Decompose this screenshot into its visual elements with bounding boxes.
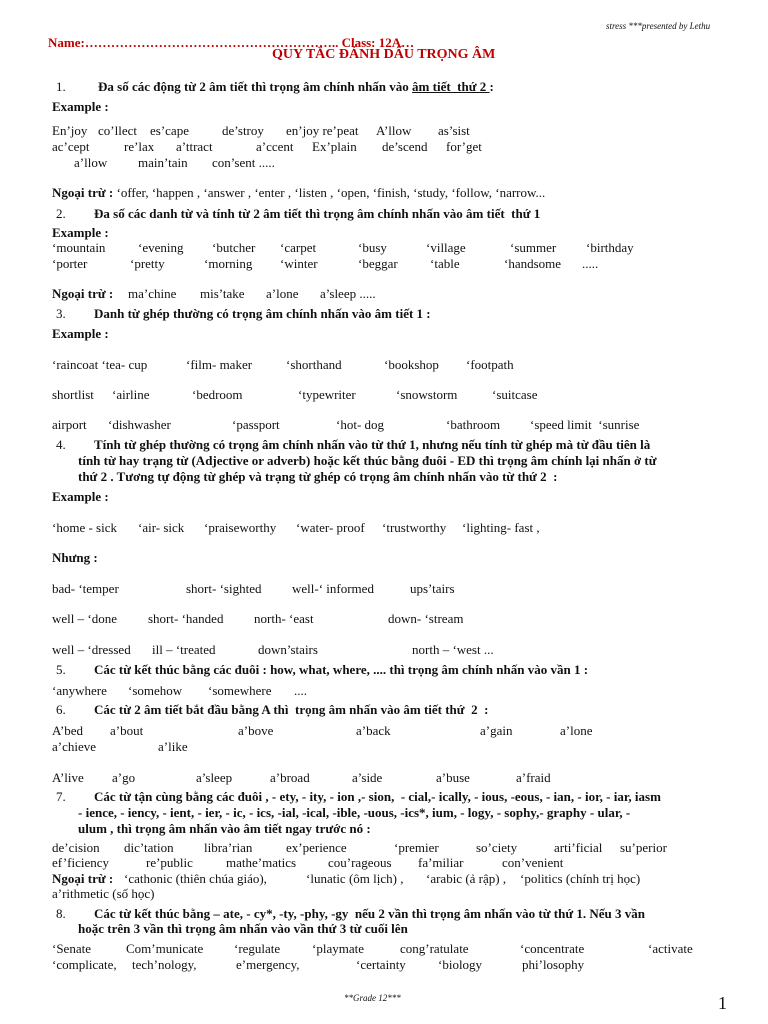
word: ‘butcher (212, 240, 256, 255)
word: ..... (582, 256, 599, 271)
word: ‘village (426, 240, 466, 255)
word: phi’losophy (522, 957, 585, 972)
rule-number: 2. (56, 206, 66, 221)
word: ill – ‘treated (152, 642, 216, 657)
rule-number: 8. (56, 906, 66, 921)
word: well – ‘done (52, 611, 117, 626)
word: ex’perience (286, 840, 347, 855)
word: a’bove (238, 723, 274, 738)
word: ‘bedroom (192, 387, 243, 402)
word: ac’cept (52, 139, 90, 154)
word: a’ttract (176, 139, 213, 154)
rule-3-text: Danh từ ghép thường có trọng âm chính nhấn vào âm tiết 1 : (94, 306, 431, 321)
word: so’ciety (476, 840, 518, 855)
word: dic’tation (124, 840, 174, 855)
word: ‘premier (394, 840, 439, 855)
page-title: QUY TẮC ĐÁNH DẤU TRỌNG ÂM (272, 47, 496, 62)
word: ‘lighting- fast , (462, 520, 540, 535)
word: ‘hot- dog (336, 417, 385, 432)
word: ‘complicate, (52, 957, 117, 972)
page-number: 1 (718, 993, 727, 1013)
word: a’chieve (52, 739, 97, 754)
word: down- ‘stream (388, 611, 464, 626)
word: ef’ficiency (52, 855, 110, 870)
word: a’sleep (196, 770, 233, 785)
word: ‘certainty (356, 957, 406, 972)
word: ‘praiseworthy (204, 520, 277, 535)
word: a’llow (74, 155, 108, 170)
word: a’sleep ..... (320, 286, 376, 301)
word: short- ‘sighted (186, 581, 262, 596)
rule-number: 4. (56, 437, 66, 452)
word: ‘bookshop (384, 357, 439, 372)
word: a’like (158, 739, 188, 754)
word: ‘arabic (ả rập) , (426, 871, 507, 886)
word: Ex’plain (312, 139, 357, 154)
word: ‘speed limit ‘sunrise (530, 417, 640, 432)
word: cou’rageous (328, 855, 392, 870)
word: ‘typewriter (298, 387, 356, 402)
word: well-‘ informed (292, 581, 374, 596)
word: a’rithmetic (số học) (52, 886, 155, 901)
word: a’side (352, 770, 383, 785)
rule-number: 6. (56, 702, 66, 717)
word: ups’tairs (410, 581, 455, 596)
word: mis’take (200, 286, 245, 301)
word: ‘snowstorm (396, 387, 458, 402)
word: north – ‘west ... (412, 642, 494, 657)
word: ‘busy (358, 240, 387, 255)
word: A’llow (376, 123, 412, 138)
word: ‘evening (138, 240, 184, 255)
word: ‘cathonic (thiên chúa giáo), (124, 871, 267, 886)
word: a’ccent (256, 139, 294, 154)
example-label: Example : (52, 99, 109, 114)
word: de’scend (382, 139, 428, 154)
rule-6-text: Các từ 2 âm tiết bắt đầu bằng A thì trọng âm nhấn vào âm tiết thứ 2 : (94, 702, 489, 717)
word: ‘trustworthy (382, 520, 447, 535)
word: ‘pretty (130, 256, 165, 271)
word: ‘morning (204, 256, 253, 271)
word: ‘film- maker (186, 357, 253, 372)
word: ‘home - sick (52, 520, 117, 535)
word: ‘winter (280, 256, 318, 271)
word: down’stairs (258, 642, 318, 657)
rule-8-line: hoặc trên 3 vần thì trọng âm nhấn vào vần thứ 3 từ cuối lên (78, 921, 408, 936)
word: A’live (52, 770, 84, 785)
rule-7-line: ulum , thì trọng âm nhấn vào âm tiết ngay trước nó : (78, 821, 371, 836)
rule-number: 5. (56, 662, 66, 677)
word: as’sist (438, 123, 470, 138)
word: re’public (146, 855, 193, 870)
word: ‘concentrate (520, 941, 585, 956)
word: En’joy (52, 123, 88, 138)
word: mathe’matics (226, 855, 297, 870)
word: ‘raincoat ‘tea- cup (52, 357, 148, 372)
word: ‘playmate (312, 941, 364, 956)
word: ‘carpet (280, 240, 317, 255)
word: su’perior (620, 840, 667, 855)
word: ‘regulate (234, 941, 281, 956)
word: a’broad (270, 770, 310, 785)
word: short- ‘handed (148, 611, 224, 626)
word: ‘summer (510, 240, 557, 255)
rule-8-line: Các từ kết thúc bằng – ate, - cy*, -ty, -phy, -gy nếu 2 vần thì trọng âm nhấn vào từ thứ 1. Nếu 3 vần (94, 906, 646, 921)
word: a’fraid (516, 770, 551, 785)
word: ‘porter (52, 256, 88, 271)
word: a’gain (480, 723, 513, 738)
word: es’cape (150, 123, 189, 138)
rule-2-text: Đa số các danh từ và tính từ 2 âm tiết thì trọng âm chính nhấn vào âm tiết thứ 1 (94, 206, 541, 221)
word: a’lone (266, 286, 299, 301)
word: ‘air- sick (138, 520, 185, 535)
rule-5-text: Các từ kết thúc bằng các đuôi : how, what, where, .... thì trọng âm chính nhấn vào vần 1 : (94, 662, 589, 677)
word: ‘passport (232, 417, 280, 432)
word: de’cision (52, 840, 100, 855)
rule-7-line: Các từ tận cùng bằng các đuôi , - ety, - ity, - ion ,- sion, - cial,- ically, - ious, -eous, - ian, - ior, - iar, iasm (94, 789, 661, 804)
word: tech’nology, (132, 957, 197, 972)
word: a’lone (560, 723, 593, 738)
word: ‘water- proof (296, 520, 365, 535)
word: e’mergency, (236, 957, 300, 972)
word: ‘birthday (586, 240, 634, 255)
word: ‘beggar (358, 256, 398, 271)
rule-1-text: Đa số các động từ 2 âm tiết thì trọng âm chính nhấn vào âm tiết thứ 2 : (98, 79, 494, 94)
word: ‘somewhere (208, 683, 272, 698)
word: airport (52, 417, 87, 432)
word: a’go (112, 770, 136, 785)
word: co’llect (98, 123, 137, 138)
word: shortlist (52, 387, 94, 402)
rule-number: 3. (56, 306, 66, 321)
word: ‘activate (648, 941, 693, 956)
rule-number: 1. (56, 79, 66, 94)
word: well – ‘dressed (52, 642, 131, 657)
word: ma’chine (128, 286, 177, 301)
but-label: Nhưng : (52, 550, 98, 565)
rule-7-line: - ience, - iency, - ient, - ier, - ic, - ics, -ial, -ical, -ible, -uous, -ics*, ium, - logy, - sophy,- graphy - ular, - (78, 805, 631, 820)
word: Com’municate (126, 941, 204, 956)
word: con’venient (502, 855, 564, 870)
word: ‘suitcase (492, 387, 538, 402)
word: a’bout (110, 723, 144, 738)
word: re’lax (124, 139, 155, 154)
word: ‘airline (112, 387, 150, 402)
exception-label: Ngoại trừ : (52, 286, 114, 301)
grade-footer: **Grade 12*** (344, 993, 401, 1003)
word: ‘biology (438, 957, 483, 972)
example-label: Example : (52, 326, 109, 341)
word: ‘table (430, 256, 460, 271)
name-class-line: Name:………………………………………………….. Class: 12A… (48, 35, 415, 50)
word: main’tain (138, 155, 188, 170)
word: cong’ratulate (400, 941, 469, 956)
word: ‘anywhere (52, 683, 107, 698)
word: arti’ficial (554, 840, 603, 855)
example-label: Example : (52, 489, 109, 504)
word: ‘dishwasher (108, 417, 171, 432)
word: a’back (356, 723, 391, 738)
word: for’get (446, 139, 482, 154)
word: ‘footpath (466, 357, 514, 372)
word: fa’miliar (418, 855, 464, 870)
word: en’joy re’peat (286, 123, 359, 138)
word: ‘handsome (504, 256, 562, 271)
rule-4-line: thứ 2 . Tương tự động từ ghép và trạng từ ghép có trọng âm chính nhấn vào từ thứ 2 : (78, 469, 558, 484)
word: A’bed (52, 723, 84, 738)
rule-4-line: Tính từ ghép thường có trọng âm chính nhấn vào từ thứ 1, nhưng nếu tính từ ghép mà từ đầu tiên là (94, 437, 651, 452)
word: north- ‘east (254, 611, 314, 626)
exception-line: Ngoại trừ : ‘offer, ‘happen , ‘answer , ‘enter , ‘listen , ‘open, ‘finish, ‘study, ‘follow, ‘narrow... (52, 185, 546, 200)
word: ‘bathroom (446, 417, 501, 432)
credit-line: stress ***presented by Lethu (606, 21, 711, 31)
word: ‘lunatic (ôm lịch) , (306, 871, 404, 886)
word: libra’rian (204, 840, 253, 855)
rule-4-line: tính từ hay trạng từ (Adjective or adverb) hoặc kết thúc bằng đuôi - ED thì trọng âm chính lại nhấn ở từ (78, 453, 657, 468)
word: ‘politics (chính trị học) (520, 871, 641, 886)
word: .... (294, 683, 307, 698)
example-label: Example : (52, 225, 109, 240)
word: ‘somehow (128, 683, 183, 698)
word: ‘shorthand (286, 357, 342, 372)
word: a’buse (436, 770, 470, 785)
word: de’stroy (222, 123, 264, 138)
rule-number: 7. (56, 789, 66, 804)
word: ‘Senate (52, 941, 91, 956)
word: ‘mountain (52, 240, 106, 255)
word: bad- ‘temper (52, 581, 119, 596)
exception-label: Ngoại trừ : (52, 871, 114, 886)
word: con’sent ..... (212, 155, 275, 170)
